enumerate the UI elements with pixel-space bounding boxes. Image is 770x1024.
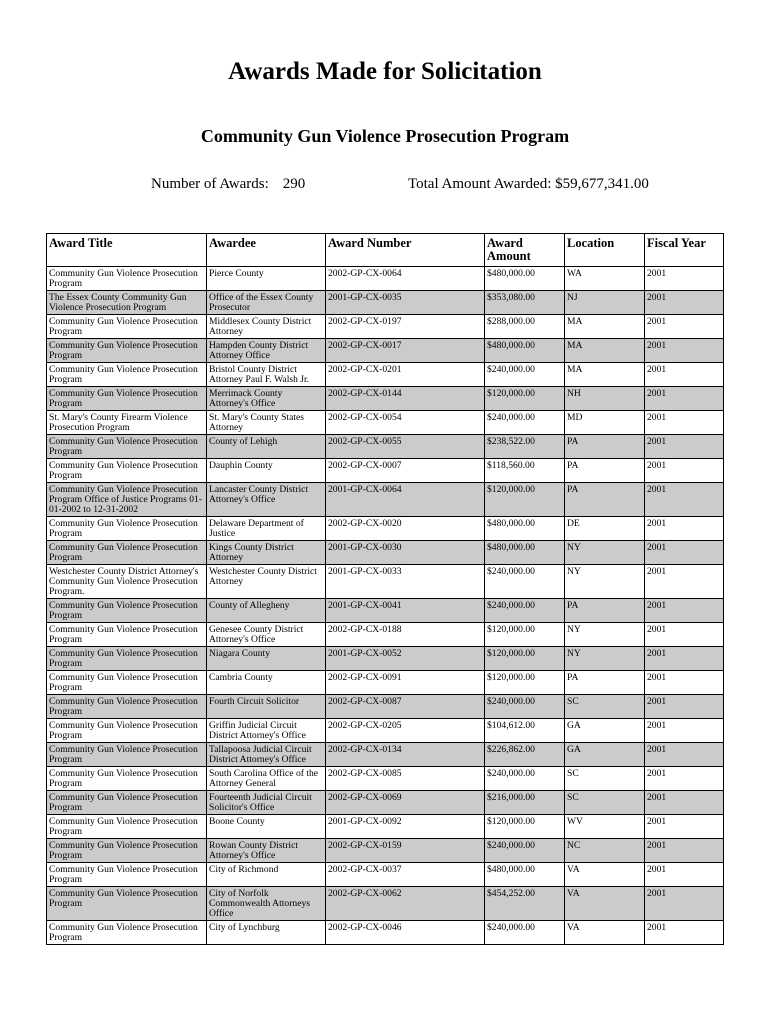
award-number-cell: 2002-GP-CX-0134 bbox=[326, 743, 485, 767]
award-title-cell: Community Gun Violence Prosecution Program bbox=[47, 863, 207, 887]
fiscal-year-cell: 2001 bbox=[645, 647, 724, 671]
table-row bbox=[47, 435, 724, 459]
table-row bbox=[47, 791, 724, 815]
award-number-cell: 2002-GP-CX-0091 bbox=[326, 671, 485, 695]
awardee-cell: Lancaster County District Attorney's Office bbox=[207, 483, 326, 517]
award-count-label: Number of Awards: bbox=[151, 176, 269, 192]
location-cell: PA bbox=[565, 435, 645, 459]
awardee-cell: Niagara County bbox=[207, 647, 326, 671]
table-header-row bbox=[47, 234, 724, 267]
location-cell: SC bbox=[565, 791, 645, 815]
table-row bbox=[47, 267, 724, 291]
award-number-cell: 2002-GP-CX-0201 bbox=[326, 363, 485, 387]
table-row bbox=[47, 411, 724, 435]
location-cell: NH bbox=[565, 387, 645, 411]
table-row bbox=[47, 565, 724, 599]
awardee-cell: Bristol County District Attorney Paul F. Walsh Jr. bbox=[207, 363, 326, 387]
award-number-cell: 2002-GP-CX-0144 bbox=[326, 387, 485, 411]
awardee-cell: Delaware Department of Justice bbox=[207, 517, 326, 541]
awardee-cell: County of Lehigh bbox=[207, 435, 326, 459]
award-amount-cell: $240,000.00 bbox=[485, 363, 565, 387]
table-row bbox=[47, 291, 724, 315]
award-number-cell: 2002-GP-CX-0037 bbox=[326, 863, 485, 887]
awards-table bbox=[46, 233, 724, 945]
fiscal-year-cell: 2001 bbox=[645, 743, 724, 767]
table-row bbox=[47, 623, 724, 647]
award-amount-cell: $226,862.00 bbox=[485, 743, 565, 767]
table-row bbox=[47, 599, 724, 623]
award-number-cell: 2001-GP-CX-0030 bbox=[326, 541, 485, 565]
fiscal-year-cell: 2001 bbox=[645, 517, 724, 541]
awardee-cell: Middlesex County District Attorney bbox=[207, 315, 326, 339]
awardee-cell: Cambria County bbox=[207, 671, 326, 695]
fiscal-year-cell: 2001 bbox=[645, 695, 724, 719]
fiscal-year-cell: 2001 bbox=[645, 387, 724, 411]
award-amount-cell: $240,000.00 bbox=[485, 565, 565, 599]
location-cell: NY bbox=[565, 647, 645, 671]
location-cell: MA bbox=[565, 315, 645, 339]
award-number-cell: 2001-GP-CX-0052 bbox=[326, 647, 485, 671]
awardee-cell: City of Lynchburg bbox=[207, 921, 326, 945]
location-cell: GA bbox=[565, 719, 645, 743]
award-count-value: 290 bbox=[282, 176, 306, 192]
col-award-number: Award Number bbox=[326, 234, 485, 267]
award-title-cell: Community Gun Violence Prosecution Program bbox=[47, 599, 207, 623]
award-title-cell: Community Gun Violence Prosecution Program bbox=[47, 791, 207, 815]
location-cell: WV bbox=[565, 815, 645, 839]
location-cell: GA bbox=[565, 743, 645, 767]
location-cell: SC bbox=[565, 767, 645, 791]
fiscal-year-cell: 2001 bbox=[645, 363, 724, 387]
program-title: Community Gun Violence Prosecution Program bbox=[200, 126, 570, 146]
table-row bbox=[47, 719, 724, 743]
award-amount-cell: $480,000.00 bbox=[485, 267, 565, 291]
award-title-cell: Community Gun Violence Prosecution Program bbox=[47, 459, 207, 483]
location-cell: VA bbox=[565, 863, 645, 887]
award-title-cell: Community Gun Violence Prosecution Program bbox=[47, 887, 207, 921]
award-number-cell: 2002-GP-CX-0054 bbox=[326, 411, 485, 435]
fiscal-year-cell: 2001 bbox=[645, 459, 724, 483]
awardee-cell: Fourteenth Judicial Circuit Solicitor's Office bbox=[207, 791, 326, 815]
award-number-cell: 2002-GP-CX-0062 bbox=[326, 887, 485, 921]
fiscal-year-cell: 2001 bbox=[645, 863, 724, 887]
award-number-cell: 2002-GP-CX-0085 bbox=[326, 767, 485, 791]
award-amount-cell: $118,560.00 bbox=[485, 459, 565, 483]
awardee-cell: Boone County bbox=[207, 815, 326, 839]
award-title-cell: Community Gun Violence Prosecution Program bbox=[47, 541, 207, 565]
award-number-cell: 2002-GP-CX-0188 bbox=[326, 623, 485, 647]
award-title-cell: Westchester County District Attorney's Community Gun Violence Prosecution Program. bbox=[47, 565, 207, 599]
award-number-cell: 2001-GP-CX-0035 bbox=[326, 291, 485, 315]
award-number-cell: 2002-GP-CX-0055 bbox=[326, 435, 485, 459]
award-amount-cell: $240,000.00 bbox=[485, 599, 565, 623]
fiscal-year-cell: 2001 bbox=[645, 623, 724, 647]
location-cell: PA bbox=[565, 459, 645, 483]
award-amount-cell: $120,000.00 bbox=[485, 483, 565, 517]
award-count bbox=[151, 176, 305, 193]
awardee-cell: Rowan County District Attorney's Office bbox=[207, 839, 326, 863]
award-amount-cell: $240,000.00 bbox=[485, 767, 565, 791]
location-cell: DE bbox=[565, 517, 645, 541]
awardee-cell: Genesee County District Attorney's Office bbox=[207, 623, 326, 647]
award-title-cell: Community Gun Violence Prosecution Program bbox=[47, 719, 207, 743]
table-row bbox=[47, 921, 724, 945]
table-row bbox=[47, 459, 724, 483]
location-cell: MA bbox=[565, 363, 645, 387]
location-cell: NY bbox=[565, 623, 645, 647]
award-title-cell: Community Gun Violence Prosecution Program bbox=[47, 695, 207, 719]
col-award-title: Award Title bbox=[47, 234, 207, 267]
award-amount-cell: $120,000.00 bbox=[485, 671, 565, 695]
location-cell: MA bbox=[565, 339, 645, 363]
location-cell: NJ bbox=[565, 291, 645, 315]
awardee-cell: Office of the Essex County Prosecutor bbox=[207, 291, 326, 315]
fiscal-year-cell: 2001 bbox=[645, 671, 724, 695]
awardee-cell: Pierce County bbox=[207, 267, 326, 291]
award-amount-cell: $480,000.00 bbox=[485, 339, 565, 363]
fiscal-year-cell: 2001 bbox=[645, 339, 724, 363]
fiscal-year-cell: 2001 bbox=[645, 839, 724, 863]
award-title-cell: Community Gun Violence Prosecution Program bbox=[47, 839, 207, 863]
awardee-cell: St. Mary's County States Attorney bbox=[207, 411, 326, 435]
award-title-cell: Community Gun Violence Prosecution Program bbox=[47, 315, 207, 339]
award-title-cell: Community Gun Violence Prosecution Program bbox=[47, 363, 207, 387]
award-amount-cell: $240,000.00 bbox=[485, 695, 565, 719]
table-row bbox=[47, 387, 724, 411]
table-row bbox=[47, 887, 724, 921]
col-award-amount: Award Amount bbox=[485, 234, 565, 267]
award-title-cell: Community Gun Violence Prosecution Program bbox=[47, 671, 207, 695]
award-number-cell: 2002-GP-CX-0046 bbox=[326, 921, 485, 945]
award-title-cell: Community Gun Violence Prosecution Program bbox=[47, 267, 207, 291]
award-amount-cell: $480,000.00 bbox=[485, 517, 565, 541]
award-amount-cell: $240,000.00 bbox=[485, 921, 565, 945]
location-cell: NY bbox=[565, 541, 645, 565]
fiscal-year-cell: 2001 bbox=[645, 267, 724, 291]
award-amount-cell: $454,252.00 bbox=[485, 887, 565, 921]
award-number-cell: 2001-GP-CX-0064 bbox=[326, 483, 485, 517]
awardee-cell: Westchester County District Attorney bbox=[207, 565, 326, 599]
table-row bbox=[47, 767, 724, 791]
award-amount-cell: $120,000.00 bbox=[485, 387, 565, 411]
table-row bbox=[47, 363, 724, 387]
table-row bbox=[47, 647, 724, 671]
location-cell: PA bbox=[565, 483, 645, 517]
table-row bbox=[47, 671, 724, 695]
fiscal-year-cell: 2001 bbox=[645, 815, 724, 839]
award-number-cell: 2001-GP-CX-0041 bbox=[326, 599, 485, 623]
award-number-cell: 2002-GP-CX-0017 bbox=[326, 339, 485, 363]
table-row bbox=[47, 839, 724, 863]
award-number-cell: 2002-GP-CX-0020 bbox=[326, 517, 485, 541]
fiscal-year-cell: 2001 bbox=[645, 565, 724, 599]
total-awarded-value: $59,677,341.00 bbox=[555, 176, 649, 192]
awardee-cell: City of Richmond bbox=[207, 863, 326, 887]
award-title-cell: Community Gun Violence Prosecution Program bbox=[47, 743, 207, 767]
award-number-cell: 2002-GP-CX-0205 bbox=[326, 719, 485, 743]
total-awarded bbox=[408, 176, 649, 193]
award-amount-cell: $480,000.00 bbox=[485, 863, 565, 887]
award-amount-cell: $353,080.00 bbox=[485, 291, 565, 315]
award-title-cell: Community Gun Violence Prosecution Program bbox=[47, 815, 207, 839]
award-amount-cell: $240,000.00 bbox=[485, 411, 565, 435]
fiscal-year-cell: 2001 bbox=[645, 921, 724, 945]
award-title-cell: Community Gun Violence Prosecution Program Office of Justice Programs 01-01-2002 to 12-31-2002 bbox=[47, 483, 207, 517]
award-title-cell: Community Gun Violence Prosecution Program bbox=[47, 339, 207, 363]
location-cell: NY bbox=[565, 565, 645, 599]
award-amount-cell: $238,522.00 bbox=[485, 435, 565, 459]
award-number-cell: 2001-GP-CX-0092 bbox=[326, 815, 485, 839]
awardee-cell: Kings County District Attorney bbox=[207, 541, 326, 565]
award-number-cell: 2001-GP-CX-0033 bbox=[326, 565, 485, 599]
table-row bbox=[47, 695, 724, 719]
fiscal-year-cell: 2001 bbox=[645, 291, 724, 315]
award-amount-cell: $120,000.00 bbox=[485, 623, 565, 647]
award-title-cell: Community Gun Violence Prosecution Program bbox=[47, 647, 207, 671]
table-row bbox=[47, 541, 724, 565]
table-row bbox=[47, 483, 724, 517]
location-cell: PA bbox=[565, 599, 645, 623]
fiscal-year-cell: 2001 bbox=[645, 719, 724, 743]
award-title-cell: St. Mary's County Firearm Violence Prosecution Program bbox=[47, 411, 207, 435]
award-amount-cell: $288,000.00 bbox=[485, 315, 565, 339]
table-row bbox=[47, 315, 724, 339]
location-cell: MD bbox=[565, 411, 645, 435]
awardee-cell: South Carolina Office of the Attorney General bbox=[207, 767, 326, 791]
award-amount-cell: $104,612.00 bbox=[485, 719, 565, 743]
award-title-cell: Community Gun Violence Prosecution Program bbox=[47, 623, 207, 647]
awardee-cell: Tallapoosa Judicial Circuit District Attorney's Office bbox=[207, 743, 326, 767]
fiscal-year-cell: 2001 bbox=[645, 599, 724, 623]
col-location: Location bbox=[565, 234, 645, 267]
location-cell: WA bbox=[565, 267, 645, 291]
awardee-cell: City of Norfolk Commonwealth Attorneys Office bbox=[207, 887, 326, 921]
location-cell: SC bbox=[565, 695, 645, 719]
page-title: Awards Made for Solicitation bbox=[228, 58, 542, 85]
col-fiscal-year: Fiscal Year bbox=[645, 234, 724, 267]
award-title-cell: Community Gun Violence Prosecution Program bbox=[47, 435, 207, 459]
fiscal-year-cell: 2001 bbox=[645, 767, 724, 791]
award-number-cell: 2002-GP-CX-0064 bbox=[326, 267, 485, 291]
fiscal-year-cell: 2001 bbox=[645, 411, 724, 435]
awardee-cell: Fourth Circuit Solicitor bbox=[207, 695, 326, 719]
fiscal-year-cell: 2001 bbox=[645, 887, 724, 921]
fiscal-year-cell: 2001 bbox=[645, 541, 724, 565]
awardee-cell: Griffin Judicial Circuit District Attorney's Office bbox=[207, 719, 326, 743]
fiscal-year-cell: 2001 bbox=[645, 791, 724, 815]
table-row bbox=[47, 517, 724, 541]
table-row bbox=[47, 743, 724, 767]
awardee-cell: County of Allegheny bbox=[207, 599, 326, 623]
award-title-cell: Community Gun Violence Prosecution Program bbox=[47, 387, 207, 411]
award-number-cell: 2002-GP-CX-0007 bbox=[326, 459, 485, 483]
award-amount-cell: $240,000.00 bbox=[485, 839, 565, 863]
awardee-cell: Dauphin County bbox=[207, 459, 326, 483]
award-number-cell: 2002-GP-CX-0159 bbox=[326, 839, 485, 863]
table-row bbox=[47, 863, 724, 887]
fiscal-year-cell: 2001 bbox=[645, 315, 724, 339]
table-row bbox=[47, 339, 724, 363]
awardee-cell: Merrimack County Attorney's Office bbox=[207, 387, 326, 411]
awardee-cell: Hampden County District Attorney Office bbox=[207, 339, 326, 363]
awards-table-body bbox=[47, 267, 724, 945]
award-title-cell: Community Gun Violence Prosecution Program bbox=[47, 921, 207, 945]
total-awarded-label: Total Amount Awarded: bbox=[408, 176, 552, 192]
award-amount-cell: $480,000.00 bbox=[485, 541, 565, 565]
location-cell: PA bbox=[565, 671, 645, 695]
award-title-cell: Community Gun Violence Prosecution Program bbox=[47, 517, 207, 541]
award-amount-cell: $216,000.00 bbox=[485, 791, 565, 815]
award-number-cell: 2002-GP-CX-0069 bbox=[326, 791, 485, 815]
location-cell: NC bbox=[565, 839, 645, 863]
award-title-cell: The Essex County Community Gun Violence Prosecution Program bbox=[47, 291, 207, 315]
fiscal-year-cell: 2001 bbox=[645, 483, 724, 517]
location-cell: VA bbox=[565, 921, 645, 945]
location-cell: VA bbox=[565, 887, 645, 921]
fiscal-year-cell: 2001 bbox=[645, 435, 724, 459]
award-amount-cell: $120,000.00 bbox=[485, 647, 565, 671]
table-row bbox=[47, 815, 724, 839]
award-title-cell: Community Gun Violence Prosecution Program bbox=[47, 767, 207, 791]
award-number-cell: 2002-GP-CX-0197 bbox=[326, 315, 485, 339]
award-amount-cell: $120,000.00 bbox=[485, 815, 565, 839]
col-awardee: Awardee bbox=[207, 234, 326, 267]
award-number-cell: 2002-GP-CX-0087 bbox=[326, 695, 485, 719]
